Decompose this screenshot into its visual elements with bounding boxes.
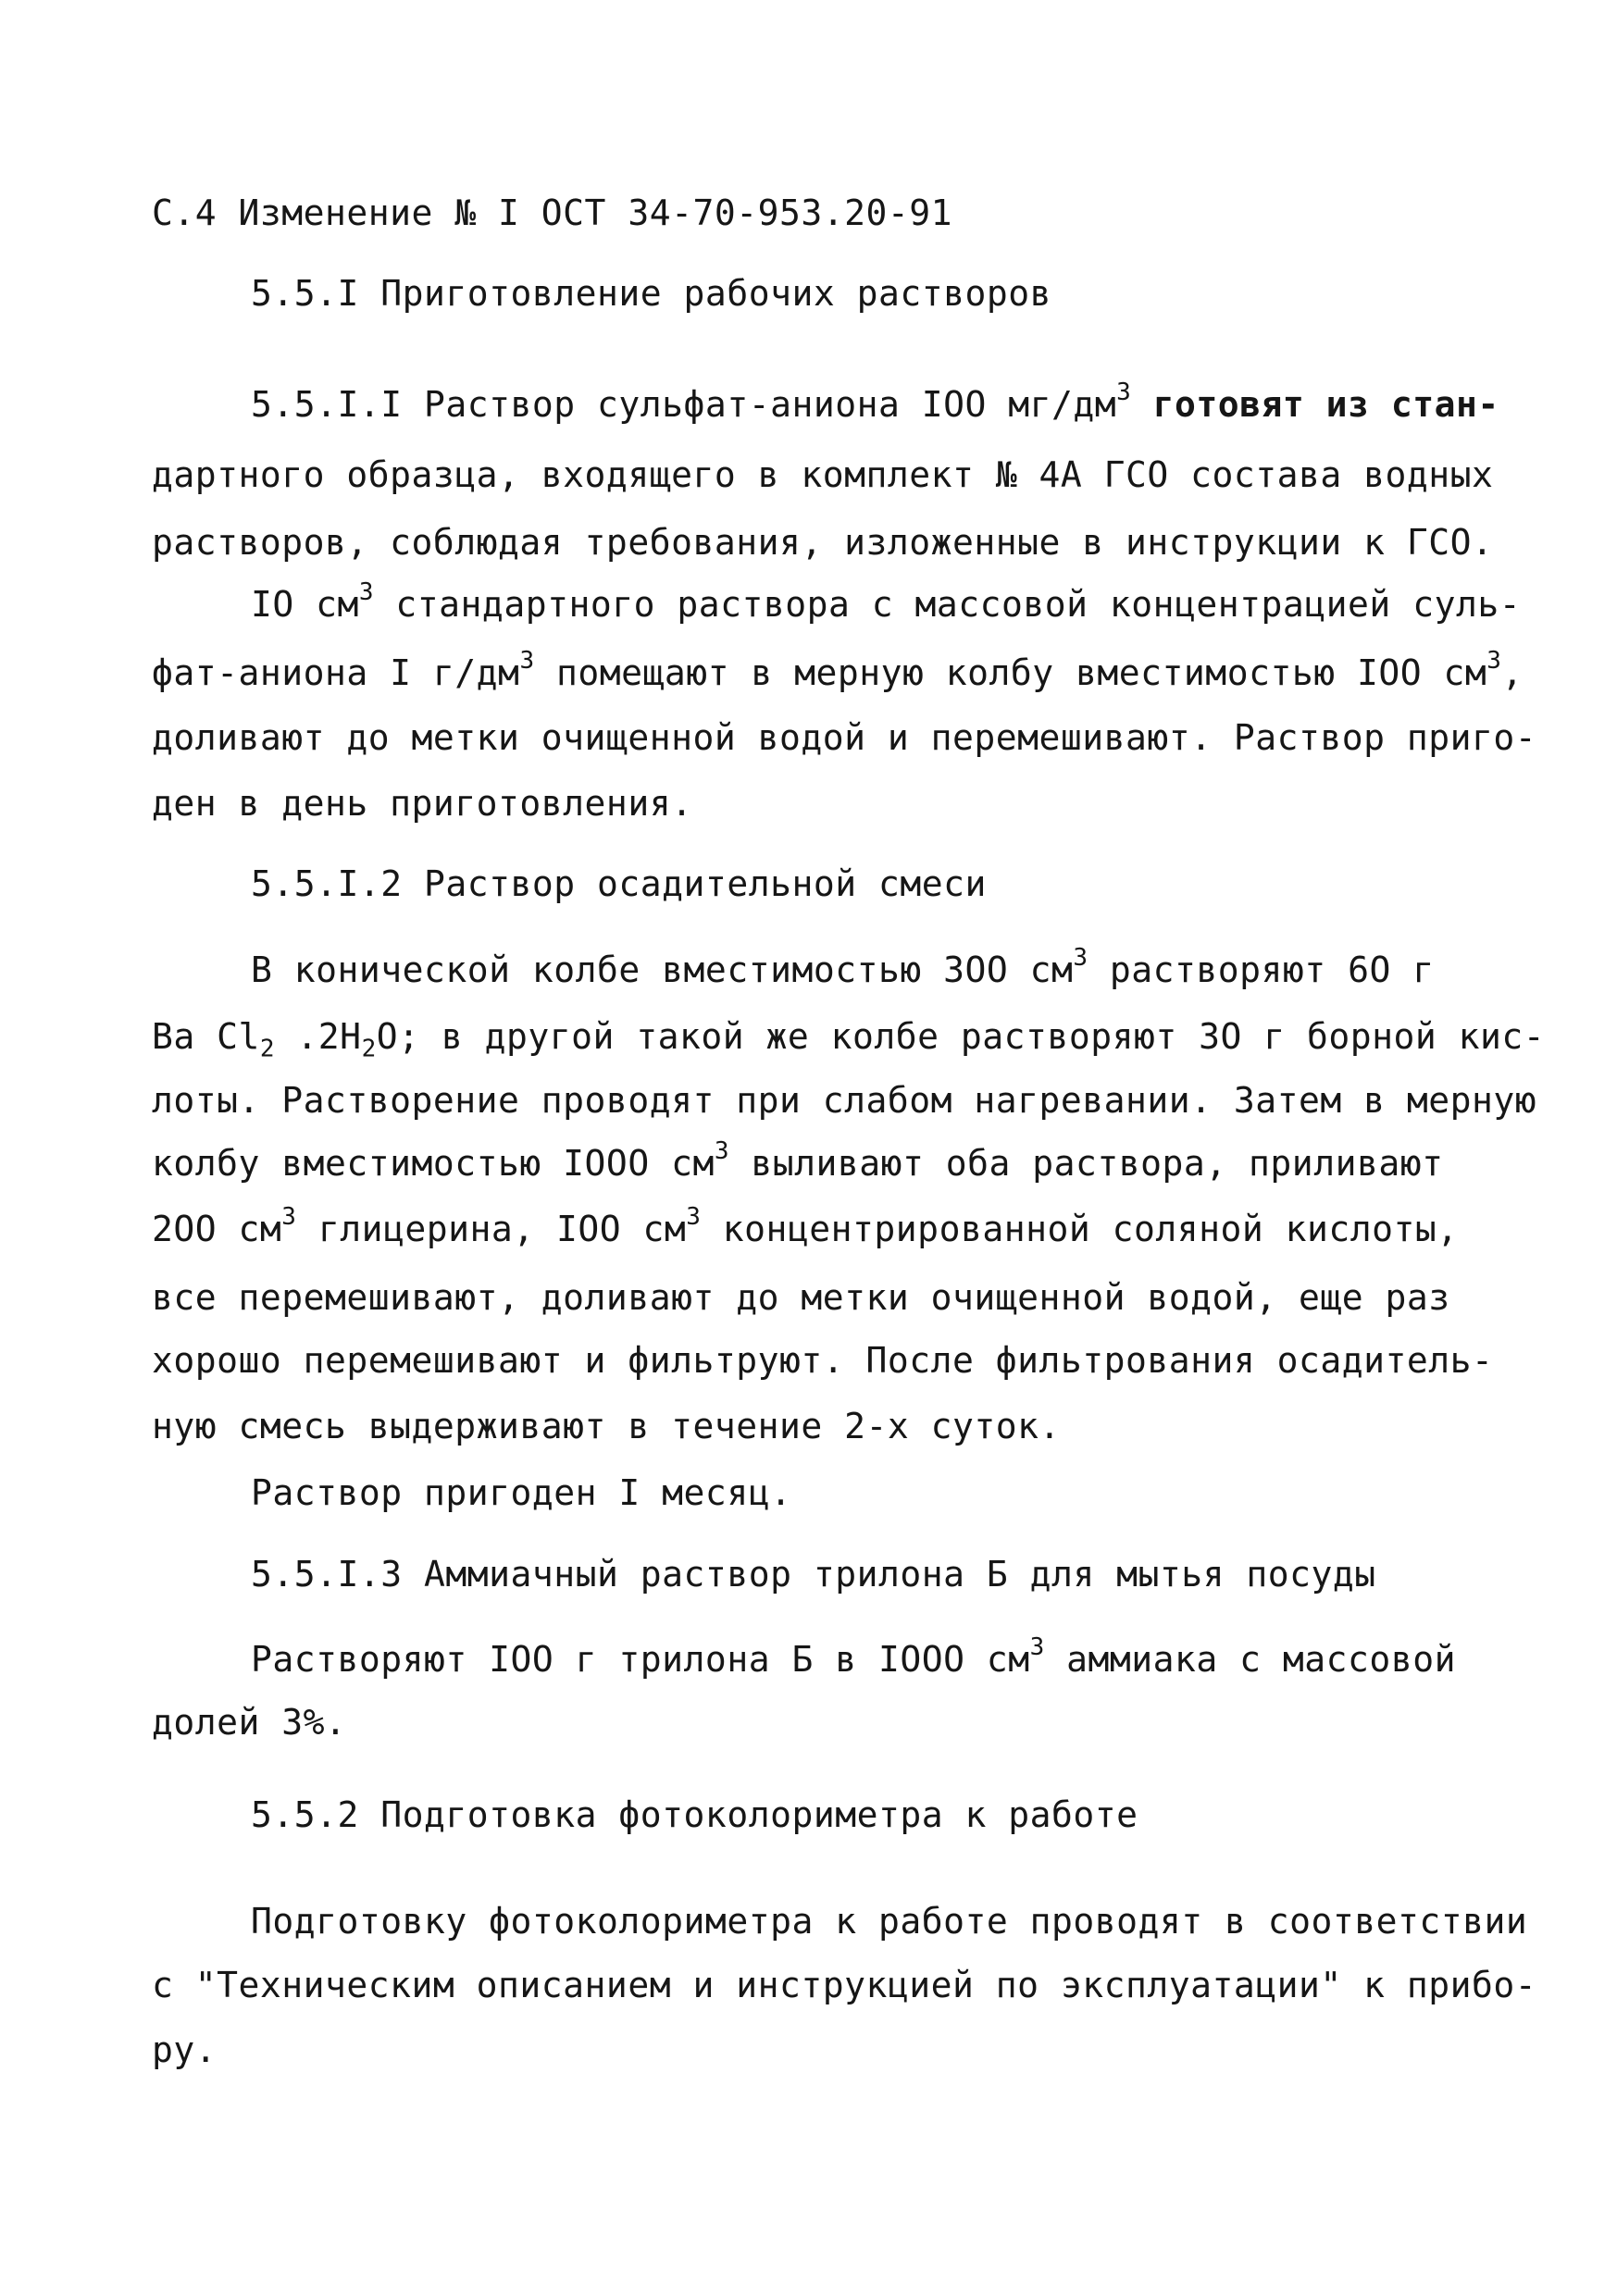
paragraph-line [251, 578, 1522, 626]
text-segment: .2Н [275, 1016, 362, 1057]
paragraph-line: дартного образца, входящего в комплект № 4А ГСО состава водных [152, 454, 1494, 495]
text-segment: Растворяют IОО г трилона Б в IООО см [251, 1639, 1030, 1680]
text-segment: концентрированной соляной кислоты, [701, 1209, 1459, 1249]
text-segment: готовят из стан- [1131, 384, 1499, 425]
page-header: С.4 Изменение № I ОСТ 34-70-953.20-91 [152, 192, 952, 233]
text-segment: 5.5.I.I Раствор сульфат-аниона IОО мг/дм [251, 384, 1117, 425]
paragraph-line [251, 944, 1435, 991]
paragraph-line: ру. [152, 2029, 218, 2070]
superscript: 3 [714, 1137, 729, 1166]
paragraph-line: растворов, соблюдая требования, изложенные в инструкции к ГСО. [152, 522, 1494, 563]
paragraph-line: хорошо перемешивают и фильтруют. После фильтрования осадитель- [152, 1340, 1494, 1381]
superscript: 3 [1073, 944, 1088, 973]
text-segment: аммиака с массовой [1044, 1639, 1456, 1680]
paragraph-line: все перемешивают, доливают до метки очищенной водой, еще раз [152, 1277, 1450, 1318]
superscript: 3 [1486, 647, 1502, 676]
paragraph-line: ную смесь выдерживают в течение 2-х суток. [152, 1406, 1061, 1446]
superscript: 3 [686, 1203, 702, 1232]
section-title-5-5-2: 5.5.2 Подготовка фотоколориметра к работе [251, 1794, 1138, 1835]
superscript: 3 [281, 1203, 297, 1232]
superscript: 3 [519, 647, 535, 676]
superscript: 3 [1116, 379, 1132, 407]
paragraph-line: долей 3%. [152, 1702, 347, 1743]
superscript: 3 [358, 578, 375, 607]
text-segment: фат-аниона I г/дм [152, 652, 520, 693]
section-title-5-5-1-3: 5.5.I.3 Аммиачный раствор трилона Б для мытья посуды [251, 1554, 1376, 1595]
subscript: 2 [361, 1035, 377, 1063]
paragraph-line: доливают до метки очищенной водой и перемешивают. Раствор приго- [152, 717, 1537, 758]
text-segment: IО см [251, 584, 359, 625]
superscript: 3 [1029, 1633, 1045, 1662]
text-segment: помещают в мерную колбу вместимостью IОО см [534, 652, 1487, 693]
paragraph-line [152, 647, 1524, 694]
text-segment: 2ОО см [152, 1209, 282, 1249]
paragraph-line [152, 1203, 1459, 1250]
paragraph-line [251, 1633, 1456, 1681]
section-title-5-5-1: 5.5.I Приготовление рабочих растворов [251, 273, 1051, 314]
text-segment: В конической колбе вместимостью 3ОО см [251, 949, 1074, 990]
paragraph-line: Подготовку фотоколориметра к работе проводят в соответствии [251, 1901, 1528, 1942]
section-title-5-5-1-2: 5.5.I.2 Раствор осадительной смеси [251, 863, 987, 904]
text-segment: О; в другой такой же колбе растворяют 3О г борной кис- [376, 1016, 1546, 1057]
text-segment: растворяют 6О г [1088, 949, 1435, 990]
text-segment: Ва Cl [152, 1016, 260, 1057]
paragraph-line [251, 379, 1499, 426]
paragraph-line: ден в день приготовления. [152, 783, 693, 824]
paragraph-line [152, 1137, 1444, 1185]
paragraph-line: лоты. Растворение проводят при слабом нагревании. Затем в мерную [152, 1080, 1537, 1121]
paragraph-line: Раствор пригоден I месяц. [251, 1472, 792, 1513]
paragraph-line [152, 1015, 1546, 1063]
text-segment: колбу вместимостью IООО см [152, 1143, 715, 1184]
subscript: 2 [259, 1035, 276, 1063]
text-segment: стандартного раствора с массовой концентрацией суль- [374, 584, 1522, 625]
text-segment: выливают оба раствора, приливают [728, 1143, 1444, 1184]
text-segment: , [1501, 652, 1524, 693]
paragraph-line: с "Техническим описанием и инструкцией по эксплуатации" к прибо- [152, 1965, 1537, 2005]
text-segment: глицерина, IОО см [296, 1209, 687, 1249]
